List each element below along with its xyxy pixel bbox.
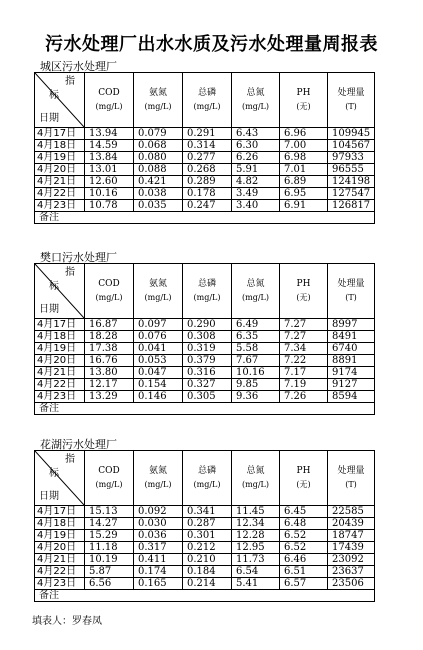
ammonia-cell: 0.038 (134, 188, 183, 200)
total-nitrogen-cell: 6.49 (232, 319, 280, 331)
total-nitrogen-cell: 9.36 (232, 391, 280, 403)
ammonia-cell: 0.030 (134, 518, 183, 530)
total-phosphorus-cell: 0.214 (183, 578, 232, 590)
table-row (35, 518, 375, 530)
total-nitrogen-cell: 6.30 (232, 140, 280, 152)
total-phosphorus-cell: 0.212 (183, 542, 232, 554)
ammonia-cell: 0.154 (134, 379, 183, 391)
data-table-chengqu (34, 72, 375, 224)
diag-label-top: 指 (65, 267, 75, 278)
ammonia-cell: 0.165 (134, 578, 183, 590)
date-cell: 4月22日 (35, 188, 85, 200)
col-header-ammonia: 氨氮 (mg/L) (134, 73, 183, 128)
date-cell: 4月19日 (35, 343, 85, 355)
volume-cell: 8491 (328, 331, 375, 343)
total-phosphorus-cell: 0.247 (183, 200, 232, 212)
total-phosphorus-cell: 0.268 (183, 164, 232, 176)
cod-cell: 17.38 (85, 343, 134, 355)
plant-name-chengqu: 城区污水处理厂 (40, 60, 117, 73)
cod-cell: 13.84 (85, 152, 134, 164)
col-header-ph: PH (无) (280, 73, 328, 128)
ammonia-cell: 0.041 (134, 343, 183, 355)
total-nitrogen-cell: 9.85 (232, 379, 280, 391)
date-cell: 4月23日 (35, 200, 85, 212)
table-row (35, 530, 375, 542)
note-label: 备注 (35, 590, 375, 602)
cod-cell: 10.16 (85, 188, 134, 200)
volume-cell: 124198 (328, 176, 375, 188)
date-cell: 4月18日 (35, 518, 85, 530)
note-row (35, 212, 375, 224)
total-nitrogen-cell: 12.34 (232, 518, 280, 530)
total-nitrogen-cell: 10.16 (232, 367, 280, 379)
cod-cell: 10.78 (85, 200, 134, 212)
total-phosphorus-cell: 0.210 (183, 554, 232, 566)
ph-cell: 6.96 (280, 128, 328, 140)
ammonia-cell: 0.035 (134, 200, 183, 212)
date-cell: 4月17日 (35, 506, 85, 518)
total-nitrogen-cell: 3.40 (232, 200, 280, 212)
table-row (35, 542, 375, 554)
cod-cell: 14.59 (85, 140, 134, 152)
total-nitrogen-cell: 5.41 (232, 578, 280, 590)
ammonia-cell: 0.174 (134, 566, 183, 578)
total-nitrogen-cell: 6.43 (232, 128, 280, 140)
ammonia-cell: 0.076 (134, 331, 183, 343)
note-label: 备注 (35, 403, 375, 415)
date-cell: 4月19日 (35, 152, 85, 164)
col-header-total-nitrogen: 总氮 (mg/L) (232, 451, 280, 506)
total-phosphorus-cell: 0.287 (183, 518, 232, 530)
total-phosphorus-cell: 0.305 (183, 391, 232, 403)
col-header-total-phosphorus: 总磷 (mg/L) (183, 264, 232, 319)
volume-cell: 23637 (328, 566, 375, 578)
diagonal-header-cell (35, 451, 85, 506)
ph-cell: 6.57 (280, 578, 328, 590)
table-row (35, 152, 375, 164)
volume-cell: 109945 (328, 128, 375, 140)
total-nitrogen-cell: 5.58 (232, 343, 280, 355)
total-nitrogen-cell: 5.91 (232, 164, 280, 176)
col-header-total-nitrogen: 总氮 (mg/L) (232, 264, 280, 319)
ph-cell: 6.98 (280, 152, 328, 164)
diag-label-bottom: 日期 (39, 491, 59, 502)
total-nitrogen-cell: 11.45 (232, 506, 280, 518)
volume-cell: 8891 (328, 355, 375, 367)
col-header-volume: 处理量 (T) (328, 451, 375, 506)
date-cell: 4月20日 (35, 164, 85, 176)
table-row (35, 188, 375, 200)
ph-cell: 6.52 (280, 530, 328, 542)
total-nitrogen-cell: 6.54 (232, 566, 280, 578)
volume-cell: 127547 (328, 188, 375, 200)
ammonia-cell: 0.080 (134, 152, 183, 164)
col-header-volume: 处理量 (T) (328, 264, 375, 319)
date-cell: 4月17日 (35, 319, 85, 331)
volume-cell: 9174 (328, 367, 375, 379)
table-row (35, 140, 375, 152)
volume-cell: 8594 (328, 391, 375, 403)
ph-cell: 7.17 (280, 367, 328, 379)
cod-cell: 16.76 (85, 355, 134, 367)
total-phosphorus-cell: 0.308 (183, 331, 232, 343)
cod-cell: 12.60 (85, 176, 134, 188)
data-table-huahu (34, 450, 375, 602)
ammonia-cell: 0.411 (134, 554, 183, 566)
cod-cell: 13.94 (85, 128, 134, 140)
total-phosphorus-cell: 0.327 (183, 379, 232, 391)
col-header-ammonia: 氨氮 (mg/L) (134, 451, 183, 506)
ph-cell: 7.26 (280, 391, 328, 403)
total-phosphorus-cell: 0.341 (183, 506, 232, 518)
diag-label-top: 指 (65, 454, 75, 465)
date-cell: 4月22日 (35, 566, 85, 578)
table-row (35, 506, 375, 518)
date-cell: 4月17日 (35, 128, 85, 140)
ammonia-cell: 0.146 (134, 391, 183, 403)
total-phosphorus-cell: 0.178 (183, 188, 232, 200)
diagonal-header-cell (35, 73, 85, 128)
ammonia-cell: 0.317 (134, 542, 183, 554)
diag-label-mid: 标 (49, 90, 59, 101)
ph-cell: 7.34 (280, 343, 328, 355)
cod-cell: 12.17 (85, 379, 134, 391)
data-table-fankou (34, 263, 375, 415)
col-header-volume: 处理量 (T) (328, 73, 375, 128)
col-header-ammonia: 氨氮 (mg/L) (134, 264, 183, 319)
volume-cell: 96555 (328, 164, 375, 176)
table-row (35, 554, 375, 566)
table-row (35, 578, 375, 590)
total-phosphorus-cell: 0.289 (183, 176, 232, 188)
col-header-ph: PH (无) (280, 451, 328, 506)
ph-cell: 7.00 (280, 140, 328, 152)
col-header-total-phosphorus: 总磷 (mg/L) (183, 451, 232, 506)
table-header-row (35, 264, 375, 319)
total-nitrogen-cell: 4.82 (232, 176, 280, 188)
total-phosphorus-cell: 0.301 (183, 530, 232, 542)
total-phosphorus-cell: 0.184 (183, 566, 232, 578)
volume-cell: 9127 (328, 379, 375, 391)
date-cell: 4月20日 (35, 542, 85, 554)
ph-cell: 6.89 (280, 176, 328, 188)
table-row (35, 566, 375, 578)
table-row (35, 128, 375, 140)
table-row (35, 379, 375, 391)
date-cell: 4月18日 (35, 331, 85, 343)
diag-label-mid: 标 (49, 468, 59, 479)
cod-cell: 14.27 (85, 518, 134, 530)
total-phosphorus-cell: 0.319 (183, 343, 232, 355)
cod-cell: 15.13 (85, 506, 134, 518)
ph-cell: 6.51 (280, 566, 328, 578)
ph-cell: 6.95 (280, 188, 328, 200)
total-nitrogen-cell: 11.73 (232, 554, 280, 566)
total-phosphorus-cell: 0.290 (183, 319, 232, 331)
ph-cell: 6.45 (280, 506, 328, 518)
ammonia-cell: 0.421 (134, 176, 183, 188)
filled-by: 填表人：罗春凤 (32, 616, 102, 627)
table-row (35, 331, 375, 343)
ph-cell: 7.27 (280, 319, 328, 331)
col-header-total-phosphorus: 总磷 (mg/L) (183, 73, 232, 128)
date-cell: 4月23日 (35, 578, 85, 590)
note-label: 备注 (35, 212, 375, 224)
volume-cell: 20439 (328, 518, 375, 530)
date-cell: 4月22日 (35, 379, 85, 391)
table-header-row (35, 451, 375, 506)
total-nitrogen-cell: 7.67 (232, 355, 280, 367)
total-nitrogen-cell: 6.35 (232, 331, 280, 343)
total-nitrogen-cell: 3.49 (232, 188, 280, 200)
diag-label-bottom: 日期 (39, 304, 59, 315)
table-row (35, 176, 375, 188)
col-header-cod: COD (mg/L) (85, 73, 134, 128)
diag-label-bottom: 日期 (39, 113, 59, 124)
report-title: 污水处理厂出水水质及污水处理量周报表 (45, 34, 378, 55)
diagonal-header-cell (35, 264, 85, 319)
ammonia-cell: 0.088 (134, 164, 183, 176)
ammonia-cell: 0.097 (134, 319, 183, 331)
ammonia-cell: 0.036 (134, 530, 183, 542)
ph-cell: 6.48 (280, 518, 328, 530)
table-header-row (35, 73, 375, 128)
col-header-total-nitrogen: 总氮 (mg/L) (232, 73, 280, 128)
table-row (35, 164, 375, 176)
cod-cell: 6.56 (85, 578, 134, 590)
total-phosphorus-cell: 0.314 (183, 140, 232, 152)
note-row (35, 590, 375, 602)
table-row (35, 355, 375, 367)
col-header-ph: PH (无) (280, 264, 328, 319)
total-phosphorus-cell: 0.379 (183, 355, 232, 367)
volume-cell: 126817 (328, 200, 375, 212)
ph-cell: 7.01 (280, 164, 328, 176)
volume-cell: 6740 (328, 343, 375, 355)
volume-cell: 22585 (328, 506, 375, 518)
ammonia-cell: 0.053 (134, 355, 183, 367)
ph-cell: 7.27 (280, 331, 328, 343)
col-header-cod: COD (mg/L) (85, 451, 134, 506)
volume-cell: 23092 (328, 554, 375, 566)
ph-cell: 6.46 (280, 554, 328, 566)
volume-cell: 104567 (328, 140, 375, 152)
col-header-cod: COD (mg/L) (85, 264, 134, 319)
cod-cell: 5.87 (85, 566, 134, 578)
plant-name-huahu: 花湖污水处理厂 (40, 438, 117, 451)
ph-cell: 7.19 (280, 379, 328, 391)
cod-cell: 10.19 (85, 554, 134, 566)
volume-cell: 97933 (328, 152, 375, 164)
table-row (35, 343, 375, 355)
total-phosphorus-cell: 0.316 (183, 367, 232, 379)
ph-cell: 7.22 (280, 355, 328, 367)
total-nitrogen-cell: 6.26 (232, 152, 280, 164)
date-cell: 4月20日 (35, 355, 85, 367)
cod-cell: 15.29 (85, 530, 134, 542)
table-row (35, 391, 375, 403)
table-row (35, 200, 375, 212)
ph-cell: 6.52 (280, 542, 328, 554)
table-row (35, 367, 375, 379)
cod-cell: 16.87 (85, 319, 134, 331)
volume-cell: 23506 (328, 578, 375, 590)
diag-label-mid: 标 (49, 281, 59, 292)
ammonia-cell: 0.079 (134, 128, 183, 140)
ph-cell: 6.91 (280, 200, 328, 212)
volume-cell: 17439 (328, 542, 375, 554)
total-nitrogen-cell: 12.95 (232, 542, 280, 554)
ammonia-cell: 0.047 (134, 367, 183, 379)
diag-label-top: 指 (65, 76, 75, 87)
volume-cell: 18747 (328, 530, 375, 542)
date-cell: 4月21日 (35, 367, 85, 379)
note-row (35, 403, 375, 415)
cod-cell: 13.80 (85, 367, 134, 379)
cod-cell: 13.29 (85, 391, 134, 403)
date-cell: 4月19日 (35, 530, 85, 542)
table-row (35, 319, 375, 331)
cod-cell: 11.18 (85, 542, 134, 554)
date-cell: 4月23日 (35, 391, 85, 403)
cod-cell: 18.28 (85, 331, 134, 343)
cod-cell: 13.01 (85, 164, 134, 176)
date-cell: 4月21日 (35, 554, 85, 566)
total-phosphorus-cell: 0.291 (183, 128, 232, 140)
plant-name-fankou: 樊口污水处理厂 (40, 251, 117, 264)
ammonia-cell: 0.068 (134, 140, 183, 152)
ammonia-cell: 0.092 (134, 506, 183, 518)
volume-cell: 8997 (328, 319, 375, 331)
total-phosphorus-cell: 0.277 (183, 152, 232, 164)
total-nitrogen-cell: 12.28 (232, 530, 280, 542)
date-cell: 4月21日 (35, 176, 85, 188)
date-cell: 4月18日 (35, 140, 85, 152)
